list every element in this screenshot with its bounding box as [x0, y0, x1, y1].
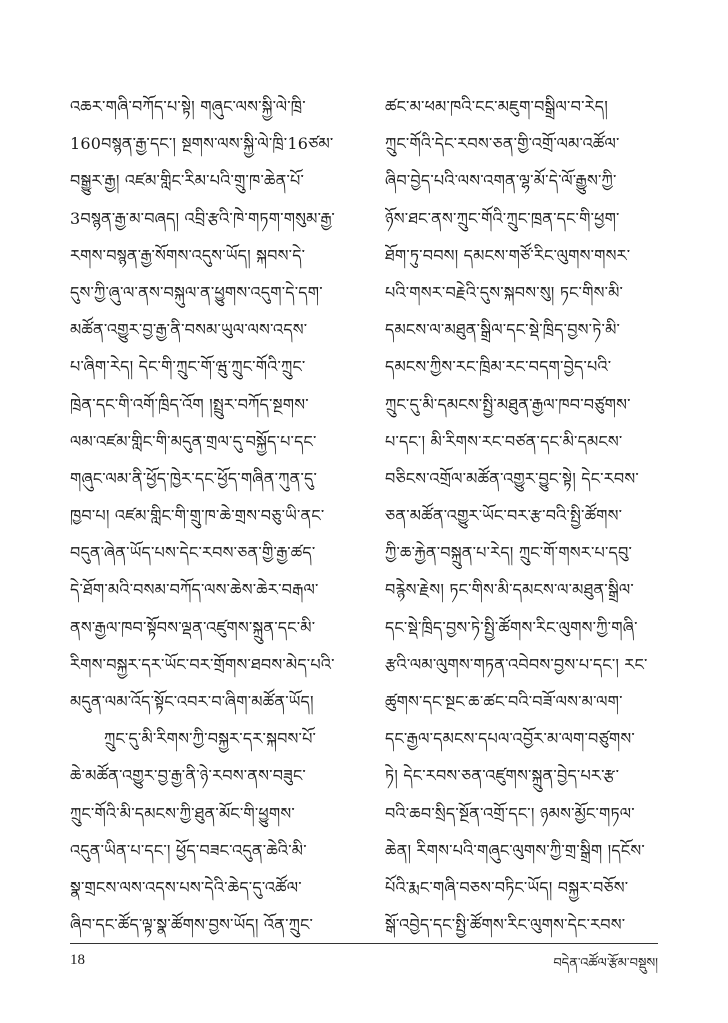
paragraph-start-line: ཀྲུང་དུ་མི་རིགས་ཀྱི་བསྐྱར་དར་སྐབས་པོ་: [104, 729, 317, 749]
text-line: ཀྲུང་དུ་མི་དམངས་སྤྱི་མཐུན་རྒྱལ་ཁབ་བཙུགས་: [385, 394, 631, 414]
text-line: འདུན་ཡིན་པ་དང་། ཕྱོད་བཟང་འདུན་ཆེའི་མི་: [70, 840, 307, 860]
text-line: ཉོས་ཐང་ནས་ཀྲུང་གོའི་ཀྲུང་ཁྲན་དང་གི་ཕྱག་: [385, 208, 620, 228]
text-line: བསྒྱུར་རྒྱ། འཛམ་གླིང་རིམ་པའི་གྲུ་ཁ་ཆེན་པོ་: [70, 171, 305, 191]
right-text-column: [385, 88, 667, 943]
text-line: ཏེ། དེང་རབས་ཅན་འཛུགས་སྐྲུན་བྱེད་པར་རྩ་: [385, 766, 620, 786]
text-line: ཚང་མ་ཕམ་ཁའི་ངང་མཇུག་བསྒྲིལ་བ་རེད།: [385, 97, 609, 116]
text-line: སྒོ་འབྱེད་དང་སྤྱི་ཚོགས་རིང་ལུགས་དེང་རབས་: [385, 915, 626, 935]
left-text-column: [70, 88, 352, 943]
text-line: དམངས་ཀྱིས་རང་ཁྲིམ་རང་བདག་བྱེད་པའི་: [385, 357, 612, 377]
text-line: ཐོག་ཏུ་བབས། དམངས་གཙོ་རིང་ལུགས་གསར་: [385, 245, 631, 265]
text-line: རགས་བསྙན་རྒྱ་སོགས་འདུས་ཡོད། སྐབས་དེ་: [70, 245, 306, 265]
text-line: བདུན་ཞེན་ཡོད་པས་དེང་རབས་ཅན་གྱི་རྒྱ་ཚད་: [70, 543, 316, 563]
text-line: དང་རྒྱལ་དམངས་དཔལ་འབྱོར་མ་ལག་བཙུགས་: [385, 729, 635, 749]
text-line: དང་སྡེ་ཁྲིད་བྱས་ཏེ་སྤྱི་ཚོགས་རིང་ལུགས་ཀྱི་གཞི་: [385, 617, 638, 637]
text-line: ཚུགས་དང་སྔང་ཆ་ཚང་བའི་བཟོ་ལས་མ་ལག་: [385, 692, 623, 711]
text-line: 160བསྙན་རྒྱ་དང་། སྔགས་ལས་སྐྱི་ལེ་ཁྲི་16ཙམ་: [70, 134, 334, 154]
text-line: ཀྲུང་གོའི་དེང་རབས་ཅན་གྱི་འགྲོ་ལམ་འཚོལ་: [385, 134, 620, 154]
text-line: ཁྲེན་དང་གི་འགོ་ཁྲིད་འོག །སྤྲུར་བཀོད་སྔགས་: [70, 394, 309, 414]
text-line: ཀྲུང་གོའི་མི་དམངས་ཀྱི་ཐུན་མོང་གི་ཕྱུགས་: [70, 803, 295, 823]
text-line: དེ་ཐོག་མའི་བསམ་བཀོད་ལས་ཆེས་ཆེར་བརྒལ་: [70, 580, 319, 600]
text-line: ལམ་འཛམ་གླིང་གི་མདུན་གྲལ་དུ་བསྐྱོད་པ་དང་: [70, 431, 317, 451]
text-line: མཚོན་འགྱུར་བྱ་རྒྱ་ནི་བསམ་ཡུལ་ལས་འདས་: [70, 320, 308, 340]
footer-divider: [70, 943, 658, 944]
text-line: དུས་ཀྱི་ཞུ་ལ་ནས་བསྐུལ་ན་ཕྱུགས་འདུག་དེ་དག་: [70, 282, 323, 302]
text-line: རིགས་བསྐྱར་དར་ཡོང་བར་གྲོགས་ཐབས་མེད་པའི་: [70, 654, 335, 674]
text-line: བའི་ཆབ་སྲིད་སྔོན་འགྲོ་དང་། ཉམས་མྱོང་གཏལ་: [385, 803, 635, 823]
text-line: ཅན་མཚོན་འགྱུར་ཡོང་བར་རྩ་བའི་སྤྱི་ཚོགས་: [385, 506, 623, 526]
text-line: མདུན་ལམ་འོད་སྟོང་འབར་བ་ཞིག་མཚོན་ཡོད།: [70, 692, 314, 711]
running-title: བདེན་འཚོལ་རྩོམ་བསྡུས།: [553, 956, 658, 971]
text-line: རྩའི་ལམ་ལུགས་གཏན་འབེབས་བྱས་པ་དང་། རང་: [385, 654, 648, 674]
text-line: ཆེན། རིགས་པའི་གཞུང་ལུགས་ཀྱི་གྲ་སྒྲིག །དངོས་: [385, 840, 645, 860]
text-line: སྣ་གྲངས་ལས་འདས་པས་དེའི་ཆེད་དུ་འཚོལ་: [70, 877, 302, 897]
text-line: འཆར་གཞི་བཀོད་པ་སྟེ། གཞུང་ལས་སྐྱི་ལེ་ཁྲི་: [70, 97, 306, 116]
text-line: པ་ཞིག་རེད། དེང་གི་ཀྲུང་གོ་ཝུ་ཀྲུང་གོའི་ཀྲུང་: [70, 357, 306, 377]
text-line: པའི་གསར་བརྗེའི་དུས་སྐབས་སུ། ཏང་གིས་མི་: [385, 282, 624, 302]
text-line: ཀྱི་ཆ་རྐྱེན་བསྐྲུན་པ་རེད། ཀྲུང་གོ་གསར་པ་དབུ་: [385, 543, 633, 563]
text-line: པོའི་རྨང་གཞི་བཅས་བཏིང་ཡོད། བསྐྱར་བཅོས་: [385, 877, 629, 897]
text-line: བརྙེས་རྗེས། ཏང་གིས་མི་དམངས་ལ་མཐུན་སྒྲིལ་: [385, 580, 634, 600]
text-line: ཞིབ་བྱེད་པའི་ལས་འགན་ལྷ་མོ་དེ་ལོ་རྒྱུས་ཀྱི་: [385, 171, 617, 191]
text-line: གཞུང་ལམ་ནི་ཕྱོད་ཁྱེར་དང་ཕྱོད་གཞིན་ཀུན་དུ་: [70, 468, 318, 488]
text-line: ནས་རྒྱལ་ཁབ་སྟོབས་ལྡན་འཛུགས་སྐྲུན་དང་མི་: [70, 617, 316, 637]
text-line: དམངས་ལ་མཐུན་སྒྲིལ་དང་སྡེ་ཁྲིད་བྱས་ཏེ་མི་: [385, 320, 621, 340]
page-number: 18: [70, 952, 85, 968]
text-line: ཞིབ་དང་ཚོད་ལྟ་སྣ་ཚོགས་བྱས་ཡོད། འོན་ཀྲུང་: [70, 915, 314, 935]
text-line: 3བསྙན་རྒྱ་མ་བཞད། འབྲི་རྩའི་ཁེ་གཏག་གསུམ་རྒྱ་: [70, 208, 335, 228]
text-line: པ་དང་། མི་རིགས་རང་བཙན་དང་མི་དམངས་: [385, 431, 623, 451]
text-line: ཆེ་མཚོན་འགྱུར་བྱ་རྒྱ་ནི་ཉེ་རབས་ནས་བཟུང་: [70, 766, 306, 786]
text-line: བཅིངས་འགྲོལ་མཚོན་འགྱུར་བྱུང་སྟེ། དེང་རབས་: [385, 468, 639, 488]
text-line: ཁྱབ་པ། འཛམ་གླིང་གི་གྲུ་ཁ་ཆེ་གྲས་བཅུ་ཡི་ནང་: [70, 506, 325, 526]
